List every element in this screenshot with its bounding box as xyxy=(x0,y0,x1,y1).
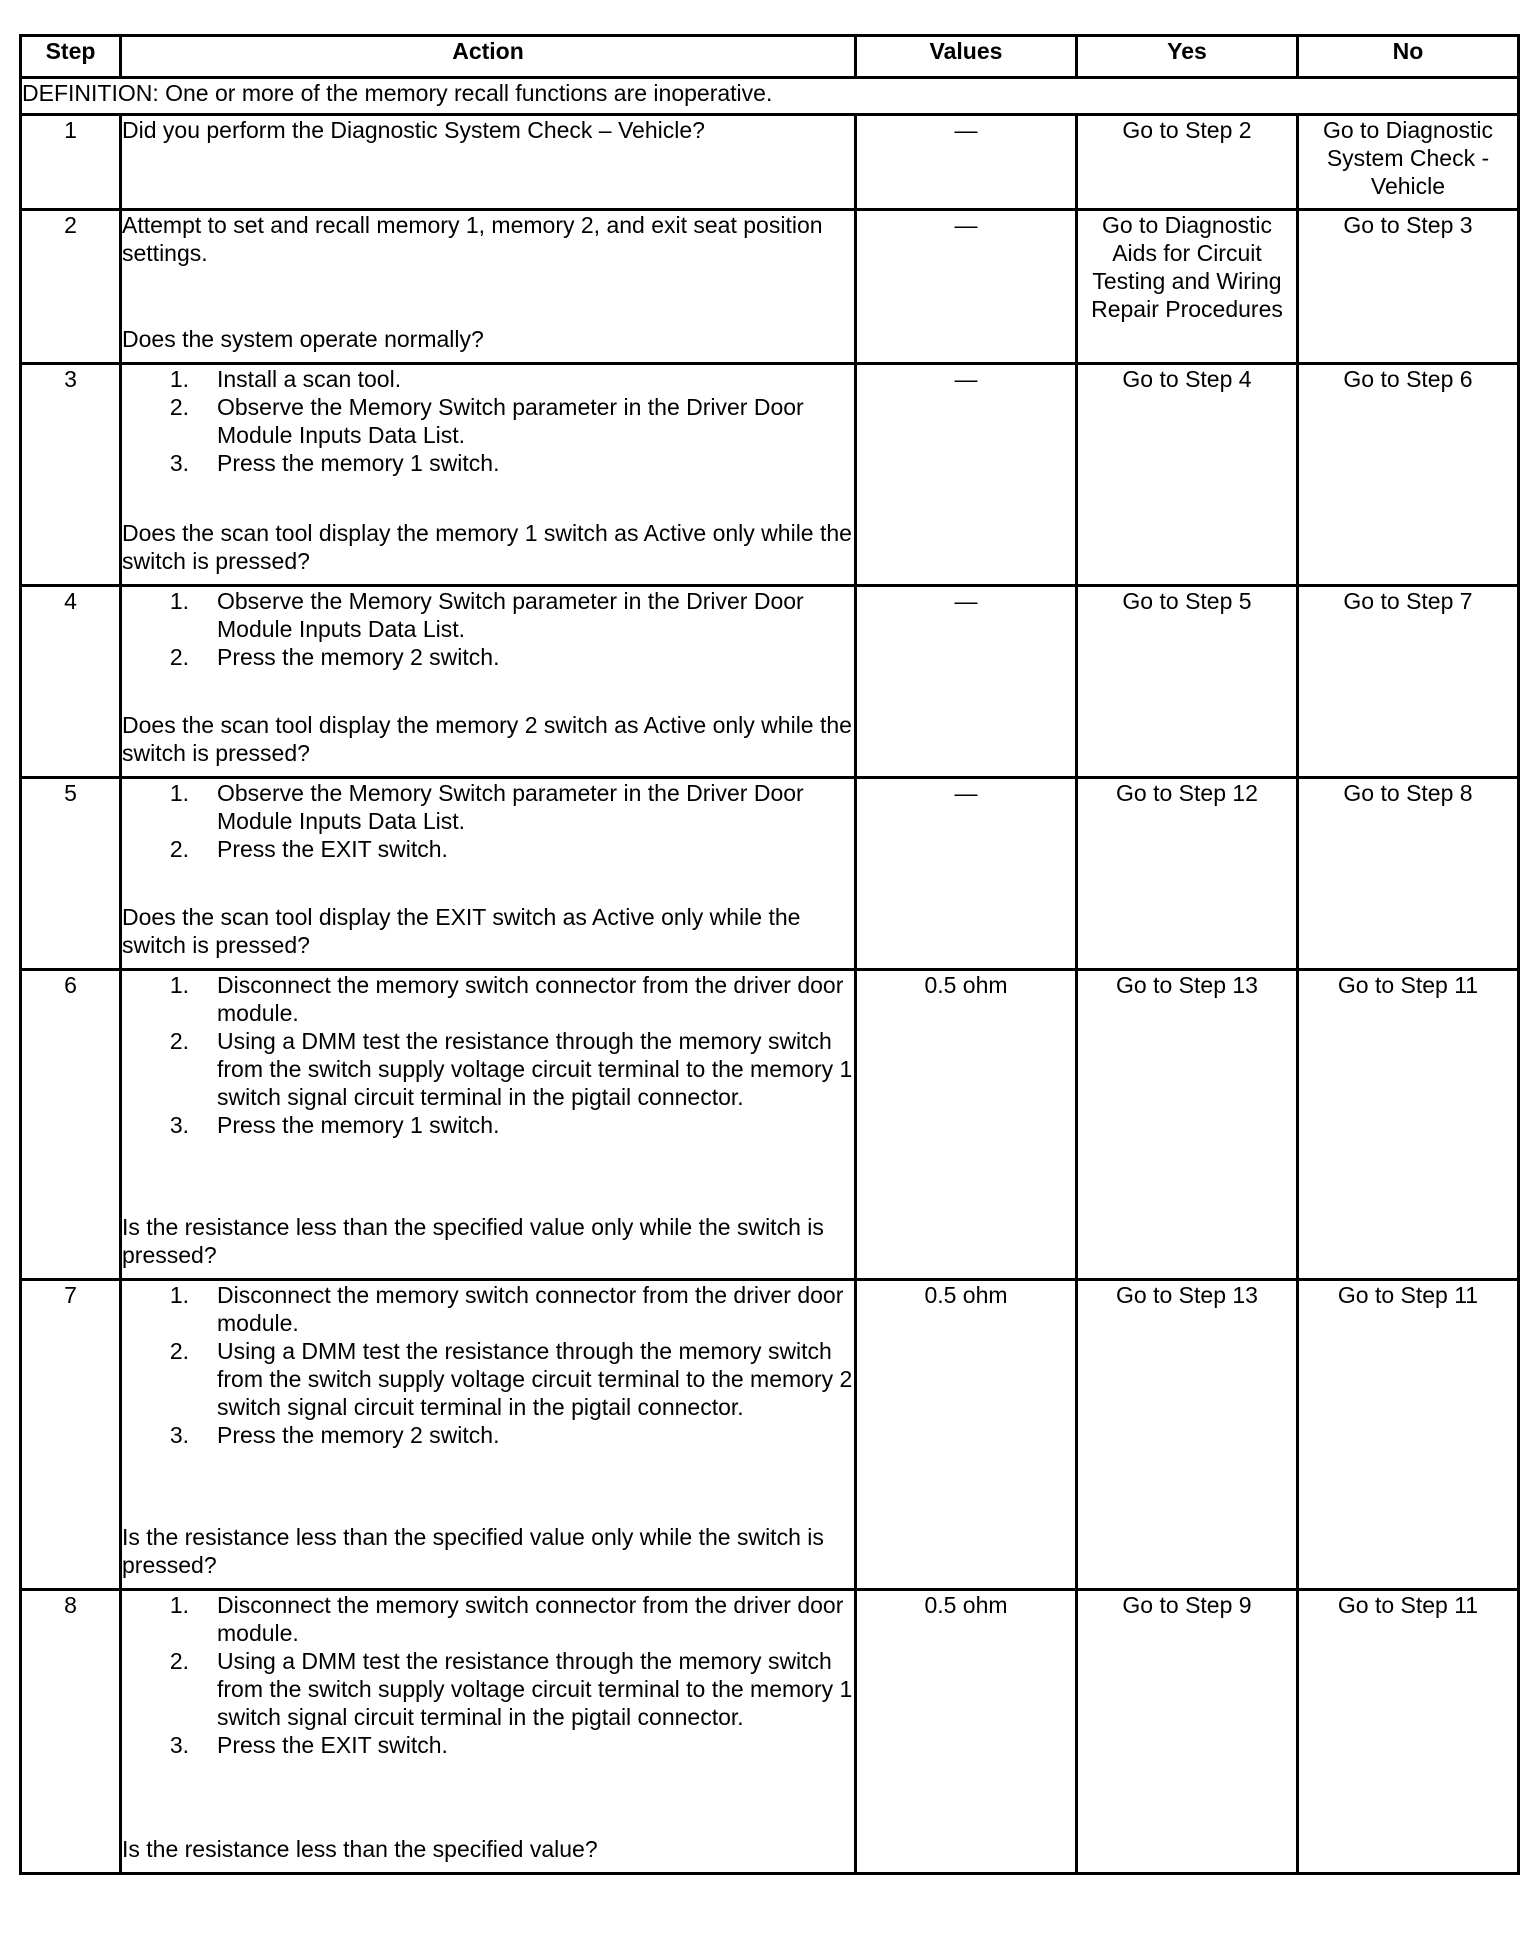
procedure-item-text: Press the memory 1 switch. xyxy=(217,1112,500,1138)
procedure-item-text: Using a DMM test the resistance through the memory switch from the switch supply voltage circuit terminal to the memory 1 switch signal circuit terminal in the pigtail connector. xyxy=(217,1648,853,1730)
header-yes: Yes xyxy=(1077,36,1298,78)
procedure-item-number: 1. xyxy=(169,366,189,392)
action-question: Is the resistance less than the specified value? xyxy=(122,1836,598,1862)
procedure-item-number: 2. xyxy=(169,1338,189,1364)
table-row xyxy=(21,115,1519,210)
procedure-item xyxy=(122,1731,854,1759)
action-question: Does the scan tool display the memory 1 switch as Active only while the switch is pressed? xyxy=(122,520,852,574)
action-intro: Attempt to set and recall memory 1, memory 2, and exit seat position settings. xyxy=(122,212,823,266)
yes-cell: Go to Step 5 xyxy=(1077,586,1298,778)
procedure-item-number: 2. xyxy=(169,644,189,670)
procedure-item-text: Press the memory 2 switch. xyxy=(217,1422,500,1448)
header-values: Values xyxy=(856,36,1077,78)
procedure-item xyxy=(122,835,854,863)
table-row xyxy=(21,1280,1519,1590)
no-cell: Go to Step 11 xyxy=(1298,970,1519,1280)
yes-cell: Go to Diagnostic Aids for Circuit Testing and Wiring Repair Procedures xyxy=(1077,210,1298,364)
procedure-list xyxy=(122,1591,854,1759)
procedure-list xyxy=(122,779,854,863)
procedure-list xyxy=(122,587,854,671)
procedure-list xyxy=(122,971,854,1139)
procedure-item-number: 3. xyxy=(169,1422,189,1448)
procedure-item xyxy=(122,1591,854,1647)
action-cell xyxy=(121,778,856,970)
yes-cell: Go to Step 9 xyxy=(1077,1590,1298,1874)
action-cell xyxy=(121,970,856,1280)
action-cell xyxy=(121,1590,856,1874)
table-row xyxy=(21,1590,1519,1874)
procedure-item xyxy=(122,587,854,643)
procedure-item xyxy=(122,1111,854,1139)
yes-cell: Go to Step 4 xyxy=(1077,364,1298,586)
action-cell xyxy=(121,115,856,210)
procedure-item-number: 1. xyxy=(169,780,189,806)
step-number: 1 xyxy=(21,115,121,210)
action-question: Does the scan tool display the memory 2 switch as Active only while the switch is pressed? xyxy=(122,712,852,766)
procedure-item-number: 1. xyxy=(169,1592,189,1618)
value-cell: — xyxy=(856,364,1077,586)
procedure-item-number: 2. xyxy=(169,836,189,862)
procedure-item-text: Press the memory 1 switch. xyxy=(217,450,500,476)
procedure-item xyxy=(122,1647,854,1731)
table-row xyxy=(21,778,1519,970)
step-number: 7 xyxy=(21,1280,121,1590)
procedure-list xyxy=(122,1281,854,1449)
procedure-item-text: Using a DMM test the resistance through the memory switch from the switch supply voltage circuit terminal to the memory 2 switch signal circuit terminal in the pigtail connector. xyxy=(217,1338,853,1420)
action-question: Is the resistance less than the specified value only while the switch is pressed? xyxy=(122,1214,824,1268)
procedure-item-number: 2. xyxy=(169,1028,189,1054)
step-number: 4 xyxy=(21,586,121,778)
procedure-item-text: Observe the Memory Switch parameter in the Driver Door Module Inputs Data List. xyxy=(217,780,804,834)
procedure-item-number: 1. xyxy=(169,972,189,998)
procedure-item-text: Using a DMM test the resistance through the memory switch from the switch supply voltage circuit terminal to the memory 1 switch signal circuit terminal in the pigtail connector. xyxy=(217,1028,853,1110)
value-cell: 0.5 ohm xyxy=(856,1590,1077,1874)
header-no: No xyxy=(1298,36,1519,78)
no-cell: Go to Step 7 xyxy=(1298,586,1519,778)
diagnostic-table xyxy=(19,34,1520,1875)
procedure-item-text: Press the EXIT switch. xyxy=(217,1732,448,1758)
action-intro: Did you perform the Diagnostic System Check – Vehicle? xyxy=(122,117,705,143)
procedure-item xyxy=(122,365,854,393)
value-cell: — xyxy=(856,586,1077,778)
step-number: 8 xyxy=(21,1590,121,1874)
procedure-item-number: 3. xyxy=(169,450,189,476)
procedure-item xyxy=(122,779,854,835)
procedure-item-text: Disconnect the memory switch connector from the driver door module. xyxy=(217,972,844,1026)
yes-cell: Go to Step 13 xyxy=(1077,1280,1298,1590)
step-number: 5 xyxy=(21,778,121,970)
no-cell: Go to Step 8 xyxy=(1298,778,1519,970)
procedure-item-number: 2. xyxy=(169,394,189,420)
value-cell: — xyxy=(856,778,1077,970)
yes-cell: Go to Step 12 xyxy=(1077,778,1298,970)
action-cell xyxy=(121,586,856,778)
header-action: Action xyxy=(121,36,856,78)
procedure-item xyxy=(122,449,854,477)
procedure-item xyxy=(122,1027,854,1111)
action-cell xyxy=(121,210,856,364)
definition-row xyxy=(21,78,1519,115)
step-number: 2 xyxy=(21,210,121,364)
no-cell: Go to Step 6 xyxy=(1298,364,1519,586)
procedure-item xyxy=(122,643,854,671)
action-cell xyxy=(121,1280,856,1590)
procedure-item xyxy=(122,393,854,449)
procedure-item-number: 1. xyxy=(169,588,189,614)
procedure-list xyxy=(122,365,854,477)
table-row xyxy=(21,970,1519,1280)
value-cell: 0.5 ohm xyxy=(856,1280,1077,1590)
table-row xyxy=(21,364,1519,586)
procedure-item-text: Press the EXIT switch. xyxy=(217,836,448,862)
action-question: Does the system operate normally? xyxy=(122,326,484,352)
procedure-item xyxy=(122,971,854,1027)
yes-cell: Go to Step 13 xyxy=(1077,970,1298,1280)
value-cell: — xyxy=(856,115,1077,210)
procedure-item-text: Disconnect the memory switch connector from the driver door module. xyxy=(217,1592,844,1646)
procedure-item xyxy=(122,1421,854,1449)
procedure-item-number: 3. xyxy=(169,1112,189,1138)
action-cell xyxy=(121,364,856,586)
procedure-item-text: Observe the Memory Switch parameter in the Driver Door Module Inputs Data List. xyxy=(217,394,804,448)
procedure-item-text: Install a scan tool. xyxy=(217,366,402,392)
step-number: 6 xyxy=(21,970,121,1280)
procedure-item-number: 1. xyxy=(169,1282,189,1308)
no-cell: Go to Diagnostic System Check - Vehicle xyxy=(1298,115,1519,210)
header-step: Step xyxy=(21,36,121,78)
no-cell: Go to Step 3 xyxy=(1298,210,1519,364)
procedure-item-text: Press the memory 2 switch. xyxy=(217,644,500,670)
procedure-item xyxy=(122,1281,854,1337)
procedure-item-number: 2. xyxy=(169,1648,189,1674)
step-number: 3 xyxy=(21,364,121,586)
procedure-item-number: 3. xyxy=(169,1732,189,1758)
yes-cell: Go to Step 2 xyxy=(1077,115,1298,210)
value-cell: — xyxy=(856,210,1077,364)
procedure-item-text: Observe the Memory Switch parameter in the Driver Door Module Inputs Data List. xyxy=(217,588,804,642)
definition-text: DEFINITION: One or more of the memory recall functions are inoperative. xyxy=(21,78,1519,115)
procedure-item-text: Disconnect the memory switch connector from the driver door module. xyxy=(217,1282,844,1336)
no-cell: Go to Step 11 xyxy=(1298,1280,1519,1590)
no-cell: Go to Step 11 xyxy=(1298,1590,1519,1874)
procedure-item xyxy=(122,1337,854,1421)
action-question: Does the scan tool display the EXIT switch as Active only while the switch is pressed? xyxy=(122,904,801,958)
action-question: Is the resistance less than the specified value only while the switch is pressed? xyxy=(122,1524,824,1578)
header-row xyxy=(21,36,1519,78)
table-row xyxy=(21,210,1519,364)
table-row xyxy=(21,586,1519,778)
value-cell: 0.5 ohm xyxy=(856,970,1077,1280)
